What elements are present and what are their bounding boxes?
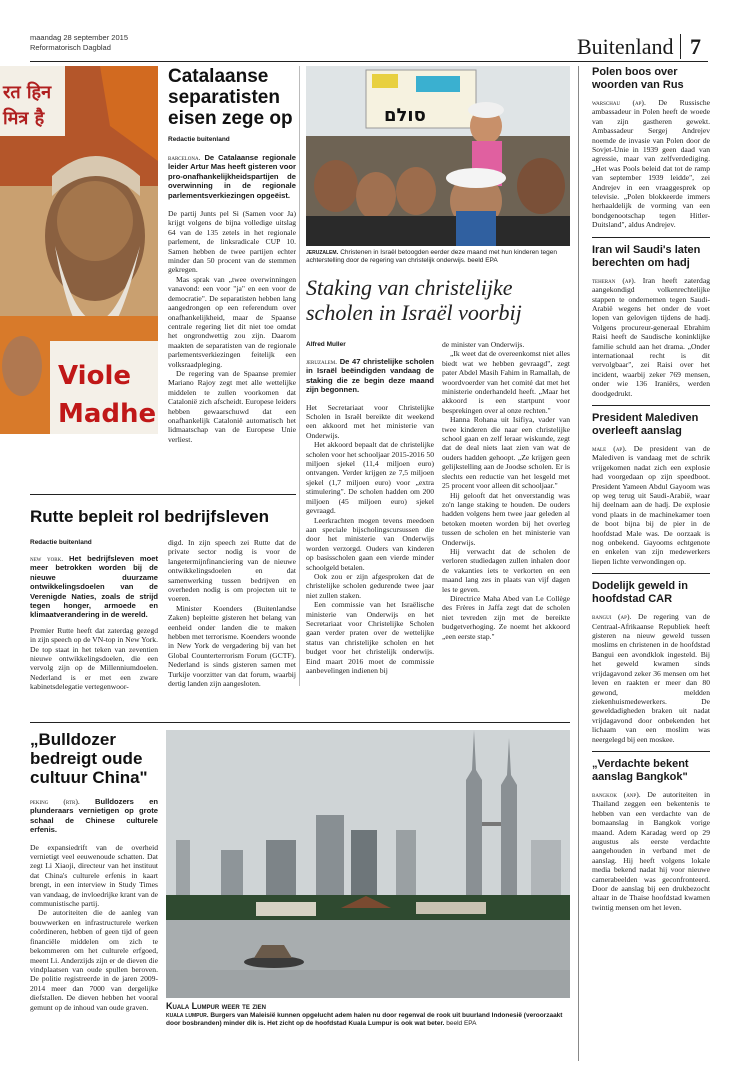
sidebar-dateline: teheran (ap). <box>592 275 636 285</box>
sidebar-rule <box>592 405 710 406</box>
sidebar-item: President Malediven overleeft aanslag male (ap). De president van de Malediven is vandaag met de schrik vrijgekomen nadat zich een explosie had voorgedaan op zijn speedboot. President Yameen Abdul Gayoom was op weg terug uit Saudi-Arabië, waar hij deelnam aan de hadj. De explosie vond plaats in de machinekamer toen de boot bijna bij de pier in de hoofdstad Male was. De oorzaak is nog onbekend. Gayooms echtgenote en enkelen van zijn medewerkers liepen lichte verwondingen op. <box>592 411 710 566</box>
rutte-byline: Redactie buitenland <box>30 539 92 546</box>
catalonia-para-3: De regering van de Spaanse premier Mariano Rajoy zegt met alle wettelijke middelen te zullen voorkomen dat Catalonië zich afscheidt. Europese leiders hebben gewaarschuwd dat een onafhankelijk Catalonië automatisch het lidmaatschap van de Europese Unie verliest. <box>168 368 296 444</box>
israel-para: Het akkoord bepaalt dat de christelijke scholen voor het schooljaar 2015-2016 50 miljoen sjekel (11,4 miljoen euro) ontvangen. Verder krijgen ze 7,5 miljoen sjekel (1,7 miljoen euro) voor „extra stimulering". De scholen hadden om 200 miljoen (45 miljoen euro) sjekel gevraagd. <box>306 440 434 516</box>
israel-col-1 <box>306 340 434 675</box>
sidebar-divider <box>578 66 579 1061</box>
sidebar-dateline: bangkok (anp). <box>592 789 641 799</box>
israel-lead: jeruzalem. De 47 christelijke scholen in Israël beëindigden vandaag de staking die ze begin deze maand zijn begonnen. <box>306 357 434 395</box>
rutte-col-1 <box>30 538 158 692</box>
page-number: 7 <box>690 34 701 59</box>
sidebar-headline: President Malediven overleeft aanslag <box>592 411 699 437</box>
china-para: De expansiedrift van de overheid vernietigt veel eeuwenoude schatten. Dat zegt Li Xiaoji, directeur van het instituut dat China's culturele erfenis in kaart brengt, in een interview in Study Times van vandaag, de invloedrijke krant van de communistische partij. <box>30 842 158 909</box>
column-divider <box>299 66 300 686</box>
rutte-dateline: new york. <box>30 554 64 563</box>
sidebar-item: Dodelijk geweld in hoofdstad CAR bangui (ap). De regering van de Centraal-Afrikaanse Republiek heeft gisteren na nieuw geweld tussen moslims en christenen in de hoofdstad Bangui een avondklok ingesteld. Bij het geweld kwamen sinds vrijdagavond zeker 36 mensen om het leven en raakten er meer dan 80 gewond, meldden ziekenhuismedewerkers. De geweldadigheden braken uit nadat vrijdagavond door onbekenden het lichaam van een moslim was neergelegd bij een moskee. <box>592 580 710 744</box>
rutte-headline: Rutte bepleit rol bedrijfsleven <box>30 507 269 526</box>
kuala-lumpur-caption-title: Kuala Lumpur weer te zien <box>166 1001 266 1011</box>
newspaper-name: Reformatorisch Dagblad <box>30 43 111 52</box>
header-rule <box>30 61 708 62</box>
sidebar-rule <box>592 751 710 752</box>
sign-top-text-2: मित्र है <box>3 108 45 129</box>
sidebar-rule <box>592 573 710 574</box>
israel-para: Een commissie van het Israëlische ministerie van Onderwijs en het Secretariaat voor Christelijke Scholen gaan verder praten over de wettelijke status van christelijke scholen en het budget voor het christelijk onderwijs. Eind maart 2016 moet de commissie aanbevelingen indienen bij <box>306 600 434 675</box>
rutte-lead: new york. Het bedrijfsleven moet meer betrokken worden bij de nieuwe duurzame ontwikkelingsdoelen van de Verenigde Naties, zoals de strijd tegen honger, armoede en klimaatverandering in de wereld. <box>30 554 158 620</box>
sidebar-rule <box>592 237 710 238</box>
sign-bottom-text-2: Madhe <box>58 399 157 429</box>
rutte-para: Premier Rutte heeft dat zaterdag gezegd in zijn speech op de VN-top in New York. De top staat in het teken van zeventien nieuwe ontwikkelingsdoelen, die een vervolg zijn op de Millenniumdoelen. Nederland is er met een zware kabinetsdelegatie vertegenwoor- <box>30 625 158 692</box>
kuala-lumpur-caption: kuala lumpur. Burgers van Maleisië kunnen opgelucht adem halen nu door regenval de rook uit buurland Indonesië (veroorzaakt door bosbranden) minder dik is. Het zicht op de hoofdstad Kuala Lumpur is ook wat beter. beeld EPA <box>166 1012 563 1028</box>
rutte-para: Minister Koenders (Buitenlandse Zaken) bepleitte gisteren het belang van eenheid onder landen die te maken hebben met terrorisme. Koenders woonde in New York de vergadering bij van het Global Counterterrorism Forum (GCTF). Nederland is sinds gisteren samen met Turkije voorzitter van dat forum, waarbij dertig landen zijn aangesloten. <box>168 603 296 689</box>
china-para: De autoriteiten die de aanleg van bouwwerken en infrastructurele werken coördineren, hebben of geen tijd of geen financiële middelen om zich te bekommeren om het culturele erfgoed, meent Li. Anderzijds zijn er de dieven die vindplaatsen van oude spullen beroven. De politie registreerde in de jaren 2009-2014 meer dan 7000 van dergelijke diefstallen. De dieven hebben het vooral gemunt op de inhoud van oude graven. <box>30 908 158 1012</box>
sidebar-dateline: male (ap). <box>592 443 627 453</box>
israel-photo <box>306 66 570 246</box>
protest-photo <box>0 66 158 434</box>
news-sidebar <box>592 66 710 912</box>
photo-credit: beeld EPA <box>467 257 498 265</box>
sidebar-item: „Verdachte bekent aanslag Bangkok" bangkok (anp). De autoriteiten in Thailand zeggen een bekentenis te hebben van een verdachte van de bomaanslag in Bangkok vorige maand. Adem Karadag werd op 29 augustus als eerste verdachte aangehouden in verband met de aanslag. Hij heeft volgens lokale media bekend nadat hij voor nieuwe camerabeelden was geconfronteerd. Door de aanslag bij een drukbezocht altaar in de Thaise hoofdstad kwamen twintig mensen om het leven. <box>592 757 710 912</box>
israel-col-2 <box>442 340 570 641</box>
sidebar-item: Polen boos over woorden van Rus warschau (ap). De Russische ambassadeur in Polen heeft de woede van zijn gastheren gewekt. Ambassadeur Sergej Andrejev noemde de invasie van Polen door de Sovjet-Unie in 1939 geen daad van agressie, maar van zelfverdediging. „Het was Pools beleid dat tot de ramp van september 1939 leidde", zei Andrejev in een vraaggesprek op televisie. „Polen blokkeerde immers herhaaldelijk de vorming van een bondgenootschap tegen Hitler-Duitsland", aldus Andrejev. <box>592 66 710 230</box>
sidebar-headline: Iran wil Saudi's laten berechten om hadj <box>592 243 701 269</box>
israel-para: de minister van Onderwijs. <box>442 340 525 349</box>
catalonia-headline: Catalaanse separatisten eisen zege op <box>168 66 293 129</box>
israel-para: Ook zou er zijn afgesproken dat de christelijke scholen gedurende twee jaar niet zullen staken. <box>306 571 434 600</box>
catalonia-para-2: Mas sprak van „twee overwinningen vanavond: een voor "ja" en een voor de democratie". De separatisten hebben lang aangedrongen op een referendum over onafhankelijkheid, maar de Spaanse centrale regering liet dit niet toe omdat het ongrondwettig zou zijn. Daarom maakten de separatisten van de regionale parlementsverkiezingen feitelijk een volksraadpleging. <box>168 274 296 369</box>
rutte-para: digd. In zijn speech zei Rutte dat de private sector nodig is voor de langetermijnfinanciering van de nieuwe ontwikkelingsdoelen en dat samenwerking tussen bedrijven en overheden nodig is om projecten uit te voeren. <box>168 538 296 604</box>
israel-para: Directrice Maha Abed van Le Collège des Frères in Jaffa zegt dat de scholen niet tevreden zijn met de bereikte budgetverhoging. Ze noemt het akkoord „een eerste stap." <box>442 593 570 641</box>
caption-location: kuala lumpur. <box>166 1012 209 1019</box>
israel-para: Leerkrachten mogen tevens meedoen aan speciale bijscholingscursussen die door het ministerie van Onderwijs worden verzorgd. Ouders van kinderen op basisscholen gaan een vierde minder schoolgeld betalen. <box>306 515 434 572</box>
china-lead: peking (rtr). Bulldozers en plunderaars vernietigen op grote schaal de Chinese culturele erfenis. <box>30 797 158 835</box>
china-dateline: peking (rtr). <box>30 797 80 806</box>
sidebar-dateline: warschau (ap). <box>592 98 646 107</box>
israel-photo-caption: jeruzalem. Christenen in Israël betoogden eerder deze maand met hun kinderen tegen achterstelling door de regering van christelijk onderwijs. beeld EPA <box>306 249 557 265</box>
rutte-col-2 <box>168 538 296 689</box>
china-headline: „Bulldozer bedreigt oude cultuur China" <box>30 730 148 787</box>
section-title: Buitenland <box>577 34 674 59</box>
sign-text: סולם <box>384 105 426 126</box>
israel-para: Hanna Rohana uit Isifiya, vader van twee kinderen die naar een christelijke school gaan en zelf leraar wiskunde, zegt dat de deal niets laat zien van wat de ouders hadden gehoopt. „Ze krijgen geen gelijkstelling aan de Joodse scholen. Er is slechts een reductie van het lesgeld met 25 procent voor alleen dit schooljaar." <box>442 415 570 491</box>
sidebar-dateline: bangui (ap). <box>592 612 632 622</box>
catalonia-lead: barcelona. De Catalaanse regionale leider Artur Mas heeft gisteren voor pro-onafhankelijkheidspartijen de overwinning in de regionale parlementsverkiezingen opgeëist. <box>168 153 296 200</box>
sidebar-headline: Dodelijk geweld in hoofdstad CAR <box>592 580 688 606</box>
sidebar-item: Iran wil Saudi's laten berechten om hadj teheran (ap). Iran heeft zaterdag aangekondigd volkenrechtelijke stappen te ondernemen tegen Saudi-Arabië wegens het onder de voet lopen van gelovigen tijdens de hadj. Volgens procureur-generaal Ebrahim Raisi heeft de Saudische koninklijke familie schuld aan het drama. „Onder internationaal recht is dit vervolgbaar", zei Raisi over het incident, waarbij zeker 769 mensen, onder wie 136 Iraniërs, werden doodgedrukt. <box>592 243 710 398</box>
china-article <box>30 730 158 1012</box>
sidebar-headline: Polen boos over woorden van Rus <box>592 66 684 91</box>
catalonia-para-1: De partij Junts pel Si (Samen voor Ja) krijgt volgens de bijna volledige uitslag 64 van de 135 zetels in het regionale parlement, de linksradicale CUP 10. Samen hebben de twee partijen echter minder dan 50 procent van de stemmen gekregen. <box>168 209 296 275</box>
israel-dateline: jeruzalem. <box>306 357 338 366</box>
israel-para: „Ik weet dat de overeenkomst niet alles biedt wat we hebben gevraagd", zegt pater Abdel Masih Fahim in Ramallah, de woordvoerder van het comité dat met het ministerie onderhandeld heeft. „Maar het akkoord is een startpunt voor besprekingen over al onze rechten." <box>442 349 570 415</box>
issue-date: maandag 28 september 2015 <box>30 33 128 42</box>
caption-location: jeruzalem. <box>306 249 339 256</box>
photo-credit: beeld EPA <box>446 1020 477 1028</box>
catalonia-body <box>168 209 296 444</box>
israel-para: Hij verwacht dat de scholen de verloren studiedagen zullen inhalen door de vakanties iets te verkorten en een maand lang zes in plaats van vijf dagen les te geven. <box>442 546 570 594</box>
rutte-top-rule <box>30 494 296 495</box>
catalonia-byline: Redactie buitenland <box>168 136 230 143</box>
kuala-lumpur-photo <box>166 730 570 998</box>
catalonia-dateline: barcelona. <box>168 153 201 162</box>
israel-para: Hij gelooft dat het onverstandig was zo'n lange staking te houden. De ouders hadden volgens hem twee jaar geleden al betoken moeten worden bij het overleg tussen de scholen en het ministerie van Onderwijs. <box>442 490 570 547</box>
israel-para: Het Secretariaat voor Christelijke Scholen in Israël bereikte dit weekend een akkoord met het ministerie van Onderwijs. <box>306 402 434 440</box>
bottom-section-rule <box>30 722 570 723</box>
israel-byline: Alfred Muller <box>306 341 346 348</box>
sign-top-text: रत हिन <box>3 82 52 103</box>
sign-bottom-text: Viole <box>58 361 131 391</box>
sidebar-headline: „Verdachte bekent aanslag Bangkok" <box>592 757 689 783</box>
catalonia-article <box>168 66 296 444</box>
header-divider <box>680 34 681 59</box>
israel-headline: Staking van christelijke scholen in Israël voorbij <box>306 275 522 325</box>
